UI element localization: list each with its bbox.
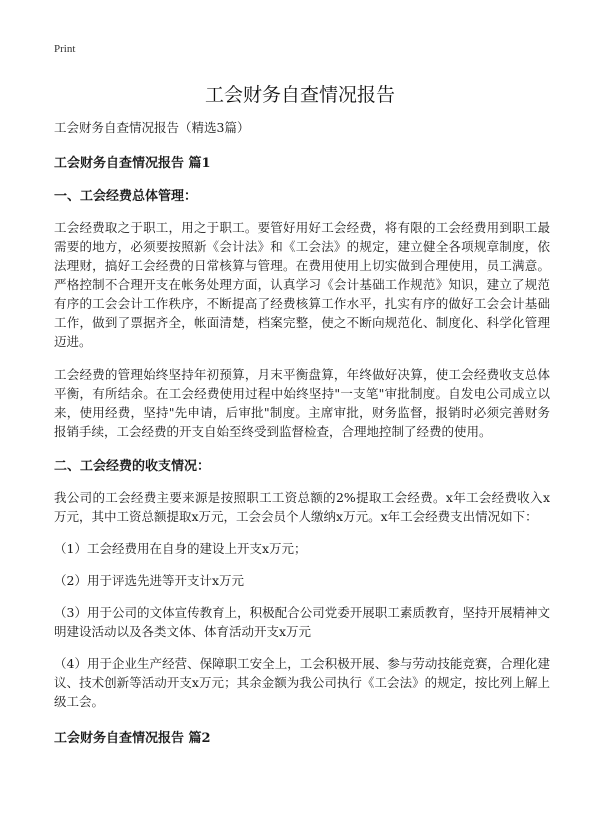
document-subtitle: 工会财务自查情况报告（精选3篇） bbox=[54, 120, 250, 135]
list-item-1: （1）工会经费用在自身的建设上开支x万元； bbox=[54, 541, 307, 556]
list-item-2: （2）用于评选先进等开支计x万元 bbox=[54, 573, 245, 588]
section-title-1: 工会财务自查情况报告 篇1 bbox=[54, 156, 211, 171]
document-body bbox=[54, 118, 550, 746]
document-title: 工会财务自查情况报告 bbox=[204, 84, 395, 106]
paragraph-1: 工会经费取之于职工，用之于职工。要管好用好工会经费，将有限的工会经费用到职工最需要的地方，必须要按照新《会计法》和《工会法》的规定，建立健全各项规章制度，依法理财，搞好工会经费的日常核算与管理。在费用使用上切实做到合理使用，员工满意。严格控制不合理开支在帐务处理方面，认真学习《会计基础工作规范》知识，建立了规范有序的工会会计工作秩序，不断提高了经费核算工作水平，扎实有序的做好工会会计基础工作，做到了票据齐全，帐面清楚，档案完整，使之不断向规范化、制度化、科学化管理迈进。 bbox=[54, 220, 550, 349]
heading-overall-management: 一、工会经费总体管理： bbox=[54, 189, 198, 204]
list-item-3: （3）用于公司的文体宣传教育上，积极配合公司党委开展职工素质教育，坚持开展精神文明建设活动以及各类文体、体育活动开支x万元 bbox=[54, 605, 550, 639]
list-item-4: （4）用于企业生产经营、保障职工安全上，工会积极开展、参与劳动技能竞赛，合理化建议、技术创新等活动开支x万元；其余金额为我公司执行《工会法》的规定，按比列上解上级工会。 bbox=[54, 656, 550, 709]
heading-income-expense: 二、工会经费的收支情况： bbox=[54, 459, 211, 474]
section-title-2: 工会财务自查情况报告 篇2 bbox=[54, 731, 211, 746]
paragraph-2: 工会经费的管理始终坚持年初预算，月末平衡盘算，年终做好决算，使工会经费收支总体平衡，有所结余。在工会经费使用过程中始终坚持"一支笔"审批制度。自发电公司成立以来，使用经费，坚持"先申请，后审批"制度。主席审批，财务监督，报销时必须完善财务报销手续，工会经费的开支自始至终受到监督检查，合理地控制了经费的使用。 bbox=[54, 367, 550, 439]
paragraph-3: 我公司的工会经费主要来源是按照职工工资总额的2%提取工会经费。x年工会经费收入x万元，其中工资总额提取x万元，工会会员个人缴纳x万元。x年工会经费支出情况如下： bbox=[54, 490, 550, 524]
print-label: Print bbox=[54, 43, 76, 55]
